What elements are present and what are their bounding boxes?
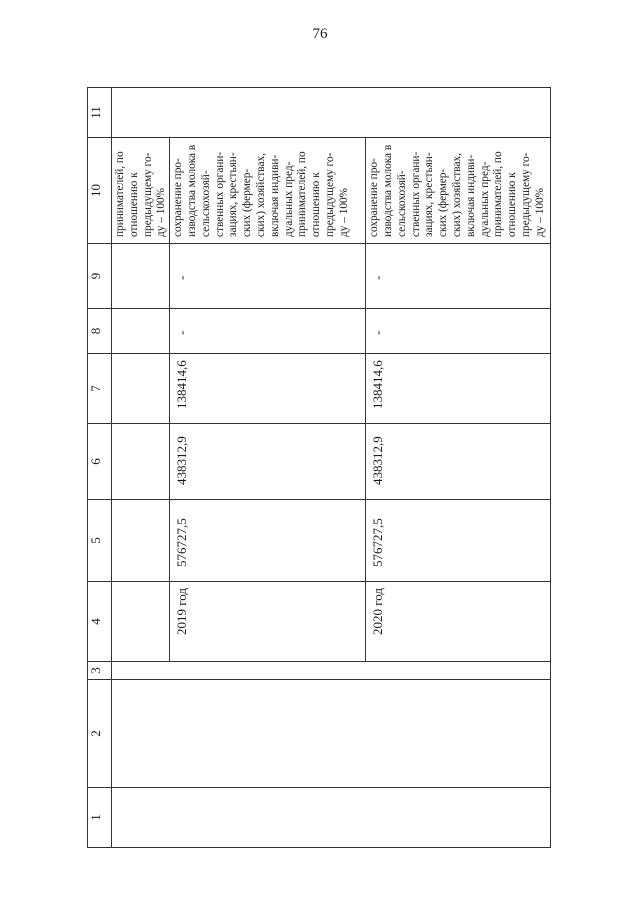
col9-cell <box>170 244 366 309</box>
indicator-cell <box>366 138 551 244</box>
period-cell <box>366 582 551 662</box>
col-header-11: 11 <box>88 88 112 138</box>
header-row <box>88 88 112 848</box>
col5-value: 576727,5 <box>174 518 190 567</box>
col8-value: - <box>174 330 190 335</box>
cell-col8-cont <box>112 309 170 354</box>
col7-cell <box>366 354 551 424</box>
indicator-text: сохранение про-изводства молока в сельскохозяй-ственных органи-зациях, крестьян-ских (фермер-ских) хозяйствах, включая индиви-дуальных пред-принимателей, по отношению к предыдущему го-ду – 100% <box>368 144 546 237</box>
indicator-text: сохранение про-изводства молока в сельскохозяй-ственных органи-зациях, крестьян-ских (фермер-ских) хозяйствах, включая индиви-дуальных пред-принимателей, по отношению к предыдущему го-ду – 100% <box>172 144 350 237</box>
indicator-cell <box>170 138 366 244</box>
period-label: 2020 год <box>370 588 386 635</box>
col7-value: 138414,6 <box>174 360 190 409</box>
col9-value: - <box>174 275 190 280</box>
period-label: 2019 год <box>174 588 190 635</box>
col-header-8: 8 <box>88 309 112 354</box>
continuation-text: принимателей, по отношению к предыдущему го-ду – 100% <box>114 151 168 237</box>
col5-cell <box>170 500 366 582</box>
col5-cell <box>366 500 551 582</box>
col-header-5: 5 <box>88 500 112 582</box>
col-header-9: 9 <box>88 244 112 309</box>
cell-col11 <box>112 88 551 138</box>
col8-value: - <box>370 330 386 335</box>
rotated-table-container <box>87 88 544 848</box>
col7-cell <box>170 354 366 424</box>
cell-col2 <box>112 680 551 788</box>
col9-value: - <box>370 275 386 280</box>
cell-col3 <box>112 662 551 680</box>
col8-cell <box>366 309 551 354</box>
col6-cell <box>170 424 366 500</box>
continuation-row <box>112 88 170 848</box>
page-number: 76 <box>312 26 328 42</box>
cell-col5-cont <box>112 500 170 582</box>
period-cell <box>170 582 366 662</box>
cell-col10-cont <box>112 138 170 244</box>
cell-col1 <box>112 788 551 848</box>
col6-value: 438312,9 <box>370 436 386 485</box>
budget-table <box>87 87 551 848</box>
col-header-4: 4 <box>88 582 112 662</box>
col-header-6: 6 <box>88 424 112 500</box>
col6-value: 438312,9 <box>174 436 190 485</box>
col-header-2: 2 <box>88 680 112 788</box>
cell-col9-cont <box>112 244 170 309</box>
cell-col6-cont <box>112 424 170 500</box>
col9-cell <box>366 244 551 309</box>
col-header-7: 7 <box>88 354 112 424</box>
cell-col7-cont <box>112 354 170 424</box>
col5-value: 576727,5 <box>370 518 386 567</box>
col6-cell <box>366 424 551 500</box>
col8-cell <box>170 309 366 354</box>
col-header-10: 10 <box>88 138 112 244</box>
cell-col4-cont <box>112 582 170 662</box>
col-header-3: 3 <box>88 662 112 680</box>
col7-value: 138414,6 <box>370 360 386 409</box>
col-header-1: 1 <box>88 788 112 848</box>
